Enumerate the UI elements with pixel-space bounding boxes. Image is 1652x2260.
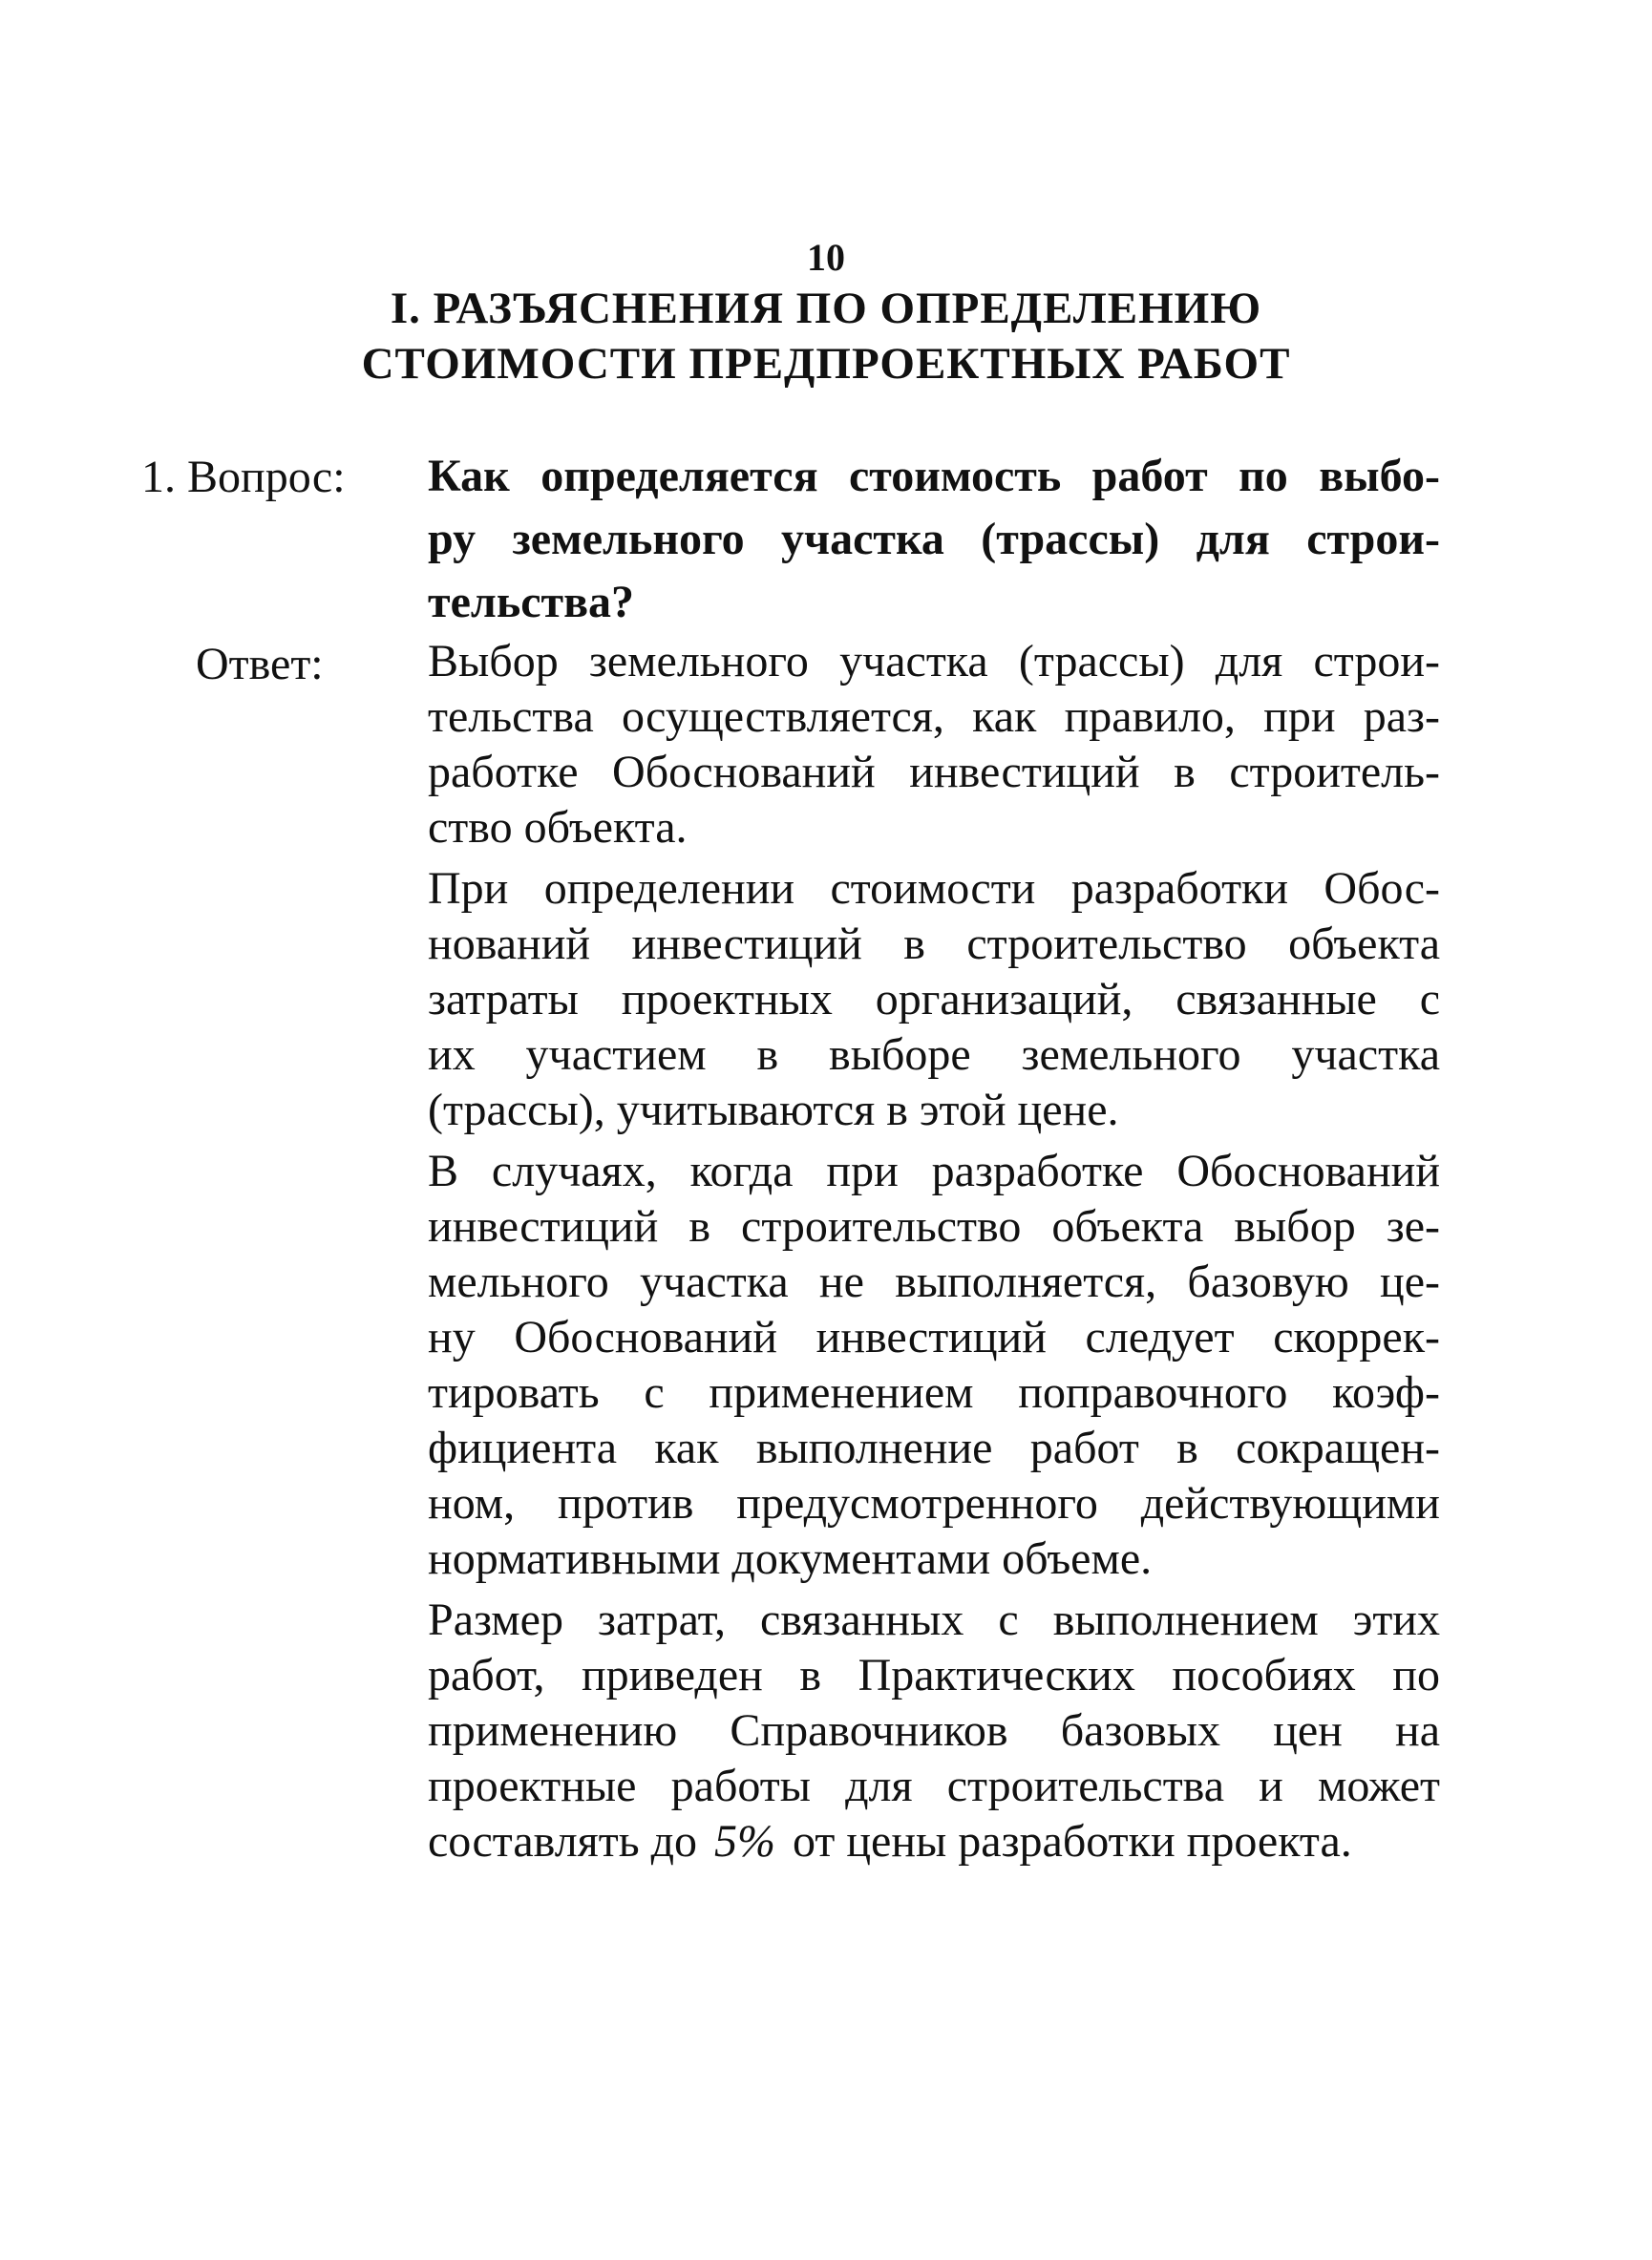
answer-line: ну Обоснований инвестиций следует скоррек- (428, 1312, 1440, 1362)
answer-text (428, 634, 1440, 1875)
answer-line: нований инвестиций в строительство объекта (428, 919, 1440, 969)
answer-paragraph-1 (428, 634, 1440, 855)
answer-line: проектные работы для строительства и может (428, 1761, 1440, 1811)
section-title (0, 281, 1652, 391)
answer-line: В случаях, когда при разработке Обоснований (428, 1146, 1440, 1196)
answer-line: Размер затрат, связанных с выполнением этих (428, 1595, 1440, 1645)
answer-line: фициента как выполнение работ в сокращен- (428, 1423, 1440, 1473)
answer-last-line (428, 1814, 1440, 1869)
answer-paragraph-4 (428, 1593, 1440, 1869)
answer-line: мельного участка не выполняется, базовую це- (428, 1257, 1440, 1307)
answer-line: затраты проектных организаций, связанные с (428, 974, 1440, 1024)
answer-line: При определении стоимости разработки Обос- (428, 863, 1440, 914)
answer-line: работ, приведен в Практических пособиях по (428, 1650, 1440, 1700)
answer-line: нормативными документами объеме. (428, 1533, 1153, 1584)
answer-last-line-start: составлять до (428, 1816, 698, 1867)
question-line: Как определяется стоимость работ по выбо- (428, 451, 1440, 501)
answer-line: ном, против предусмотренного действующими (428, 1478, 1440, 1529)
section-title-line-1: I. РАЗЪЯСНЕНИЯ ПО ОПРЕДЕЛЕНИЮ (390, 284, 1262, 333)
answer-line: тировать с применением поправочного коэф- (428, 1367, 1440, 1418)
answer-line: тельства осуществляется, как правило, при раз- (428, 691, 1440, 742)
answer-line: работке Обоснований инвестиций в строитель- (428, 747, 1440, 797)
question-text (428, 445, 1440, 634)
answer-last-line-end: от цены разработки проекта. (793, 1816, 1352, 1867)
answer-line: Выбор земельного участка (трассы) для строи- (428, 636, 1440, 686)
question-label: 1. Вопрос: (141, 452, 346, 502)
answer-label: Ответ: (196, 639, 324, 689)
percent-value: 5% (714, 1816, 776, 1867)
answer-line: их участием в выборе земельного участка (428, 1029, 1440, 1080)
answer-line: ство объекта. (428, 802, 688, 853)
answer-line: инвестиций в строительство объекта выбор зе- (428, 1201, 1440, 1252)
page-number: 10 (807, 236, 845, 279)
answer-paragraph-2 (428, 861, 1440, 1138)
question-line: ру земельного участка (трассы) для строи- (428, 514, 1440, 564)
answer-line: применению Справочников базовых цен на (428, 1705, 1440, 1756)
answer-line: (трассы), учитываются в этой цене. (428, 1085, 1119, 1135)
question-line: тельства? (428, 577, 634, 627)
section-title-line-2: СТОИМОСТИ ПРЕДПРОЕКТНЫХ РАБОТ (361, 339, 1291, 389)
answer-paragraph-3 (428, 1144, 1440, 1587)
